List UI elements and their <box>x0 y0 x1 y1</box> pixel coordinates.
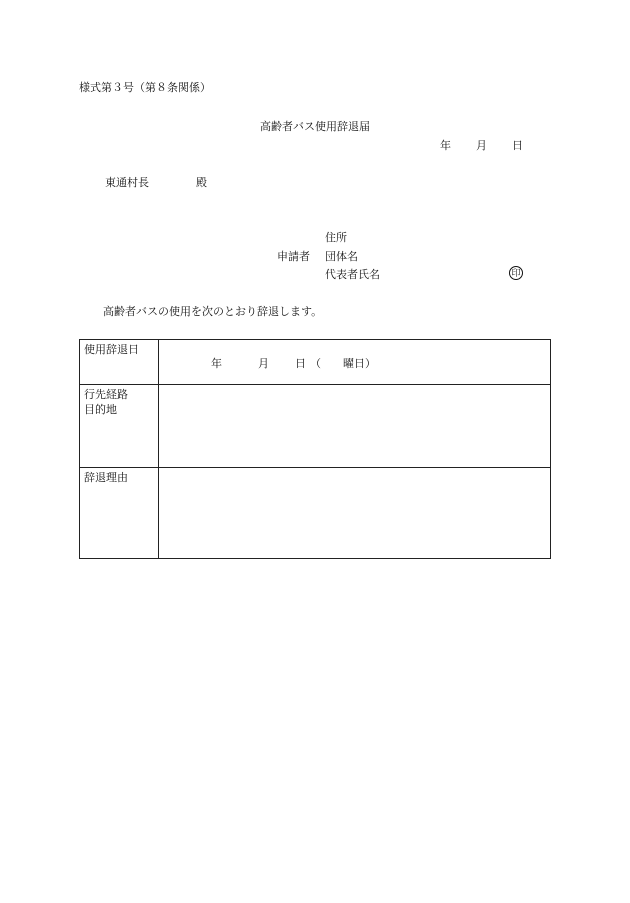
document-title: 高齢者バス使用辞退届 <box>260 120 370 133</box>
route-destination-field[interactable] <box>159 385 551 468</box>
withdrawal-year-label: 年 <box>211 357 222 370</box>
withdrawal-form-table <box>79 339 551 559</box>
table-row-route-destination <box>80 385 551 468</box>
withdrawal-date-label: 使用辞退日 <box>80 340 159 385</box>
date-month-label: 月 <box>476 139 487 152</box>
table-row-withdrawal-date <box>80 340 551 385</box>
route-label: 行先経路 <box>84 388 128 401</box>
date-year-label: 年 <box>440 139 451 152</box>
form-number: 様式第３号（第８条関係） <box>79 81 211 94</box>
addressee-honorific: 殿 <box>196 176 207 189</box>
addressee-name: 東通村長 <box>105 176 149 189</box>
withdrawal-date-field[interactable] <box>159 340 551 385</box>
destination-label: 目的地 <box>84 403 117 416</box>
seal-mark: 印 <box>509 266 523 280</box>
address-label: 住所 <box>325 231 347 244</box>
date-day-label: 日 <box>512 139 523 152</box>
applicant-label: 申請者 <box>277 250 310 263</box>
group-name-label: 団体名 <box>325 250 358 263</box>
representative-name-label: 代表者氏名 <box>325 268 380 281</box>
body-text: 高齢者バスの使用を次のとおり辞退します。 <box>103 305 323 318</box>
route-destination-label <box>80 385 159 468</box>
withdrawal-reason-label: 辞退理由 <box>80 468 159 559</box>
table-row-withdrawal-reason <box>80 468 551 559</box>
withdrawal-month-label: 月 <box>258 357 269 370</box>
withdrawal-weekday-label: （ 曜日） <box>310 357 376 370</box>
withdrawal-day-label: 日 <box>295 357 306 370</box>
withdrawal-reason-field[interactable] <box>159 468 551 559</box>
